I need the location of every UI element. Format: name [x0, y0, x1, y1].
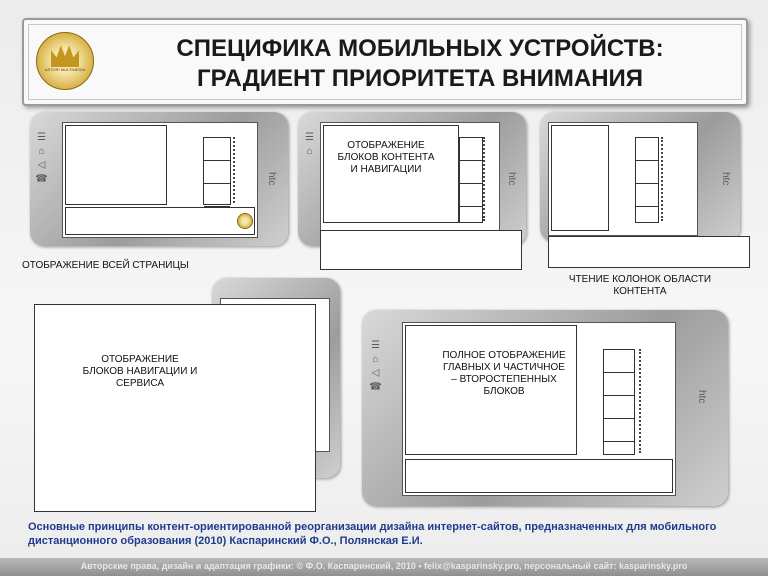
- nav-row: [604, 350, 634, 373]
- device-side-buttons: ☰ ⌂: [304, 132, 315, 157]
- nav-row: [636, 161, 658, 184]
- device-side-buttons: ☰ ⌂ ◁ ☎: [36, 132, 47, 185]
- logo: [36, 32, 94, 90]
- full-page-outline: [34, 304, 316, 512]
- overflow-pane: [548, 236, 750, 268]
- title-line-1: СПЕЦИФИКА МОБИЛЬНЫХ УСТРОЙСТВ:: [176, 35, 664, 62]
- dotted-divider: [639, 349, 641, 453]
- device-brand: htc: [506, 172, 517, 186]
- nav-row: [604, 419, 634, 442]
- footer-pane: [65, 207, 255, 235]
- nav-row: [460, 161, 482, 184]
- copyright-text: Авторские права, дизайн и адаптация графики: © Ф.О. Каспаринский, 2010 • felix@kasparinsky.pro, персональный сайт: kasparinsky.pro: [80, 561, 688, 571]
- dotted-divider: [661, 137, 663, 221]
- nav-row: [204, 161, 230, 184]
- nav-row: [604, 396, 634, 419]
- nav-row: [636, 184, 658, 207]
- device-brand: htc: [720, 172, 731, 186]
- device-content-nav: [298, 112, 526, 246]
- nav-row: [636, 138, 658, 161]
- nav-row: [604, 373, 634, 396]
- logo-text: ASTORI MULTIMEDIA: [44, 67, 86, 72]
- nav-column: [635, 137, 659, 223]
- crown-icon: [51, 43, 79, 67]
- device-full-partial: [362, 310, 728, 506]
- device-brand: htc: [696, 390, 707, 404]
- device-side-buttons: ☰ ⌂ ◁ ☎: [370, 340, 381, 393]
- device-screen: [548, 122, 698, 236]
- caption-nav-service: ОТОБРАЖЕНИЕ БЛОКОВ НАВИГАЦИИ И СЕРВИСА: [82, 354, 198, 389]
- nav-column: [459, 137, 483, 223]
- mini-logo-icon: [237, 213, 253, 229]
- footer-citation: Основные принципы контент-ориентированной реорганизации дизайна интернет-сайтов, предназначенных для мобильного дистанционного образования (2010) Каспаринский Ф.О., Полянская Е.И.: [28, 521, 717, 547]
- footer-pane: [405, 459, 673, 493]
- content-pane: [551, 125, 609, 231]
- dotted-divider: [233, 137, 235, 203]
- caption-columns: ЧТЕНИЕ КОЛОНОК ОБЛАСТИ КОНТЕНТА: [568, 274, 712, 297]
- caption-full-partial: ПОЛНОЕ ОТОБРАЖЕНИЕ ГЛАВНЫХ И ЧАСТИЧНОЕ – ВТОРОСТЕПЕННЫХ БЛОКОВ: [442, 350, 566, 397]
- device-brand: htc: [266, 172, 277, 186]
- dotted-divider: [483, 137, 485, 221]
- overflow-pane: [320, 230, 522, 270]
- device-columns: [540, 112, 740, 242]
- device-full-page: [30, 112, 288, 246]
- content-pane: [65, 125, 167, 205]
- copyright-bar: [0, 558, 768, 576]
- nav-row: [460, 138, 482, 161]
- caption-full-page: ОТОБРАЖЕНИЕ ВСЕЙ СТРАНИЦЫ: [22, 260, 189, 271]
- title-line-2: ГРАДИЕНТ ПРИОРИТЕТА ВНИМАНИЯ: [196, 65, 644, 92]
- nav-row: [460, 184, 482, 207]
- nav-column: [603, 349, 635, 455]
- nav-row: [204, 138, 230, 161]
- nav-column: [203, 137, 231, 205]
- caption-content-nav: ОТОБРАЖЕНИЕ БЛОКОВ КОНТЕНТА И НАВИГАЦИИ: [337, 140, 435, 175]
- slide-title: [104, 34, 736, 94]
- device-screen: [62, 122, 258, 238]
- nav-row: [204, 184, 230, 207]
- title-box: [22, 18, 748, 106]
- device-screen: [402, 322, 676, 496]
